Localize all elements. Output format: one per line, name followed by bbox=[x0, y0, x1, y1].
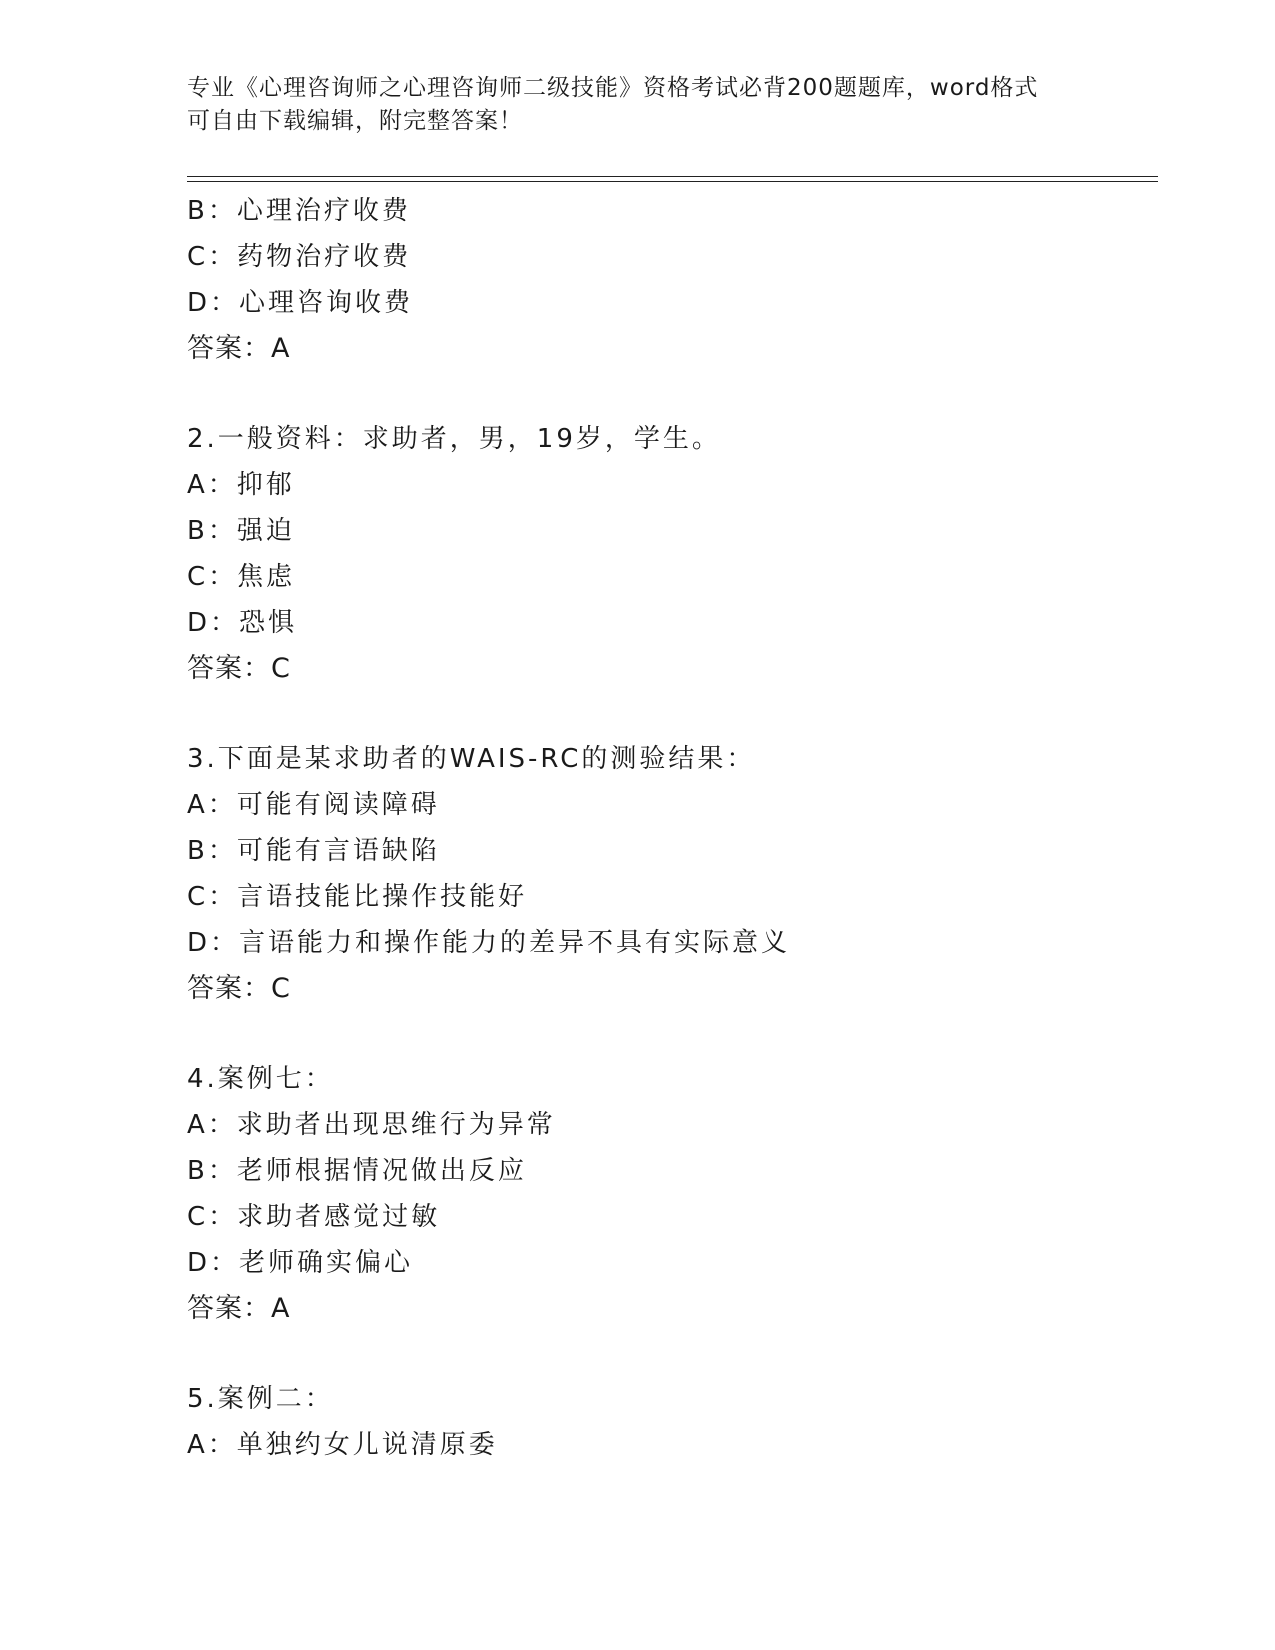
option-d: D：老师确实偏心 bbox=[187, 1248, 414, 1278]
question-4 bbox=[187, 1056, 1147, 1332]
option-a: A：抑郁 bbox=[187, 470, 295, 500]
option-a: A：单独约女儿说清原委 bbox=[187, 1430, 498, 1460]
question-title: 5.案例二： bbox=[187, 1384, 334, 1414]
answer-line: 答案：C bbox=[187, 653, 291, 684]
answer-line: 答案：A bbox=[187, 1293, 291, 1324]
option-c: C：药物治疗收费 bbox=[187, 242, 412, 272]
answer-line: 答案：A bbox=[187, 333, 291, 364]
option-d: D：言语能力和操作能力的差异不具有实际意义 bbox=[187, 928, 791, 958]
option-a: A：求助者出现思维行为异常 bbox=[187, 1110, 556, 1140]
question-title: 2.一般资料：求助者，男，19岁，学生。 bbox=[187, 424, 721, 454]
question-title: 4.案例七： bbox=[187, 1064, 334, 1094]
question-title: 3.下面是某求助者的WAIS-RC的测验结果： bbox=[187, 744, 756, 774]
question-1-continued bbox=[187, 188, 1147, 372]
option-b: B：老师根据情况做出反应 bbox=[187, 1156, 527, 1186]
option-d: D：恐惧 bbox=[187, 608, 298, 638]
header-line-1: 专业《心理咨询师之心理咨询师二级技能》资格考试必背200题题库，word格式 bbox=[187, 75, 1039, 101]
question-3 bbox=[187, 736, 1147, 1012]
option-b: B：强迫 bbox=[187, 516, 295, 546]
option-c: C：言语技能比操作技能好 bbox=[187, 882, 528, 912]
header-divider-bottom bbox=[187, 181, 1158, 182]
option-b: B：可能有言语缺陷 bbox=[187, 836, 440, 866]
option-c: C：焦虑 bbox=[187, 562, 296, 592]
option-c: C：求助者感觉过敏 bbox=[187, 1202, 441, 1232]
document-header bbox=[187, 72, 1087, 138]
header-divider-top bbox=[187, 176, 1158, 177]
option-b: B：心理治疗收费 bbox=[187, 196, 411, 226]
option-d: D：心理咨询收费 bbox=[187, 288, 414, 318]
question-5 bbox=[187, 1376, 1147, 1468]
question-2 bbox=[187, 416, 1147, 692]
header-line-2: 可自由下载编辑，附完整答案！ bbox=[187, 108, 523, 134]
option-a: A：可能有阅读障碍 bbox=[187, 790, 440, 820]
answer-line: 答案：C bbox=[187, 973, 291, 1004]
question-list bbox=[187, 188, 1147, 1468]
